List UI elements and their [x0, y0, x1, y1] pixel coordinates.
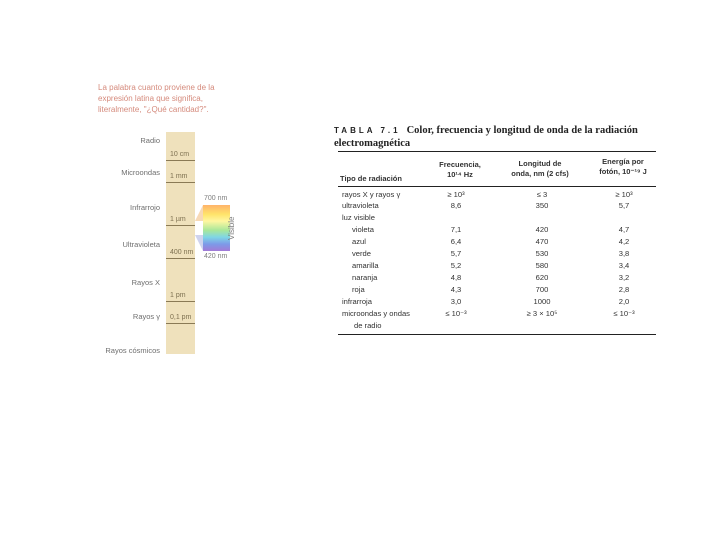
scale-tick: [166, 323, 195, 324]
band-label-ultraviolet: Ultravioleta: [122, 240, 160, 249]
visible-bottom-label: 420 nm: [204, 253, 228, 260]
table-row: [342, 237, 652, 247]
cell-frequency: 8,6: [450, 201, 462, 210]
cell-frequency: 7,1: [450, 225, 462, 234]
header-frequency-l2: 10¹⁴ Hz: [447, 170, 473, 179]
cell-energy: 4,2: [618, 237, 630, 246]
table-top-rule: [338, 151, 656, 152]
cell-wavelength: 580: [535, 261, 549, 270]
cell-wavelength: 620: [535, 273, 549, 282]
table-row: [342, 273, 652, 283]
band-label-microwave: Microondas: [121, 168, 160, 177]
table-row: [342, 261, 652, 271]
cell-energy: 3,2: [618, 273, 630, 282]
scale-tick-label: 1 pm: [170, 292, 186, 299]
cell-frequency: 4,3: [450, 285, 462, 294]
header-energy-l2: fotón, 10⁻¹⁹ J: [599, 167, 647, 176]
scale-tick-label: 10 cm: [170, 151, 190, 158]
scale-tick: [166, 182, 195, 183]
header-energy-l1: Energía por: [602, 157, 644, 166]
header-wavelength: [502, 159, 578, 179]
table-row: [342, 321, 652, 331]
cell-frequency: 5,7: [450, 249, 462, 258]
table-title: [334, 124, 664, 150]
cell-wavelength: 470: [535, 237, 549, 246]
cell-wavelength: 420: [535, 225, 549, 234]
scale-tick: [166, 160, 195, 161]
cell-frequency: ≥ 10³: [447, 190, 465, 199]
visible-top-label: 700 nm: [204, 195, 228, 202]
band-label-infrared: Infrarrojo: [129, 203, 160, 212]
cell-wavelength: 700: [535, 285, 549, 294]
cell-type: infrarroja: [342, 297, 372, 306]
cell-energy: ≥ 10³: [615, 190, 633, 199]
header-frequency-l1: Frecuencia,: [439, 160, 481, 169]
note-line: La palabra cuanto proviene de la: [98, 83, 215, 92]
visible-spectrum-strip: [203, 205, 230, 251]
cell-frequency: 6,4: [450, 237, 462, 246]
header-wavelength-l1: Longitud de: [518, 159, 562, 168]
cell-type: rayos X y rayos γ: [342, 190, 401, 199]
cell-type: azul: [352, 237, 366, 246]
cell-wavelength: ≤ 3: [536, 190, 548, 199]
band-label-xrays: Rayos X: [131, 278, 160, 287]
scale-tick-label: 400 nm: [170, 249, 194, 256]
table-number: TABLA 7.1: [334, 126, 401, 135]
cell-type: microondas y ondas: [342, 309, 410, 318]
band-label-gamma: Rayos γ: [132, 312, 160, 321]
table-row: [342, 249, 652, 259]
table-row: [342, 285, 652, 295]
table-row: [342, 297, 652, 307]
cell-type: amarilla: [352, 261, 379, 270]
cell-energy: 2,8: [618, 285, 630, 294]
visible-fan-top: [195, 205, 203, 221]
cell-wavelength: ≥ 3 × 10⁵: [526, 309, 558, 318]
cell-wavelength: 350: [535, 201, 549, 210]
cell-frequency: 3,0: [450, 297, 462, 306]
scale-tick-label: 1 µm: [170, 216, 186, 223]
table-row: [342, 201, 652, 211]
visible-label: Visible: [227, 216, 236, 240]
header-type: Tipo de radiación: [340, 174, 402, 183]
cell-type: verde: [352, 249, 371, 258]
cell-type: de radio: [354, 321, 382, 330]
cell-type: naranja: [352, 273, 378, 282]
header-energy: [586, 157, 660, 177]
cell-energy: 4,7: [618, 225, 630, 234]
cell-type: roja: [352, 285, 365, 294]
cell-frequency: 4,8: [450, 273, 462, 282]
table-title-line2: electromagnética: [334, 138, 411, 149]
cell-energy: 3,8: [618, 249, 630, 258]
table-title-line1: Color, frecuencia y longitud de onda de la radiación: [406, 125, 638, 136]
note-line: expresión latina que significa,: [98, 94, 203, 103]
header-wavelength-l2: onda, nm (2 cfs): [511, 169, 569, 178]
cell-wavelength: 530: [535, 249, 549, 258]
cell-type: luz visible: [342, 213, 375, 222]
scale-tick: [166, 258, 195, 259]
cell-energy: ≤ 10⁻³: [613, 309, 635, 318]
intro-note: [98, 82, 238, 115]
table-row: [342, 225, 652, 235]
cell-energy: 2,0: [618, 297, 630, 306]
table-bottom-rule: [338, 334, 656, 335]
cell-wavelength: 1000: [533, 297, 551, 306]
table-row: [342, 213, 652, 223]
visible-fan-bottom: [195, 235, 203, 251]
table-header-rule: [338, 186, 656, 187]
scale-tick: [166, 225, 195, 226]
scale-tick-label: 0,1 pm: [170, 314, 192, 321]
band-label-radio: Radio: [140, 136, 160, 145]
table-row: [342, 190, 652, 200]
scale-tick-label: 1 mm: [170, 173, 188, 180]
band-label-cosmic: Rayos cósmicos: [105, 346, 160, 355]
cell-type: ultravioleta: [342, 201, 379, 210]
cell-energy: 5,7: [618, 201, 630, 210]
note-line: literalmente, "¿Qué cantidad?".: [98, 105, 209, 114]
cell-energy: 3,4: [618, 261, 630, 270]
table-row: [342, 309, 652, 319]
cell-frequency: ≤ 10⁻³: [445, 309, 467, 318]
scale-tick: [166, 301, 195, 302]
cell-frequency: 5,2: [450, 261, 462, 270]
cell-type: violeta: [352, 225, 374, 234]
header-frequency: [425, 160, 495, 180]
